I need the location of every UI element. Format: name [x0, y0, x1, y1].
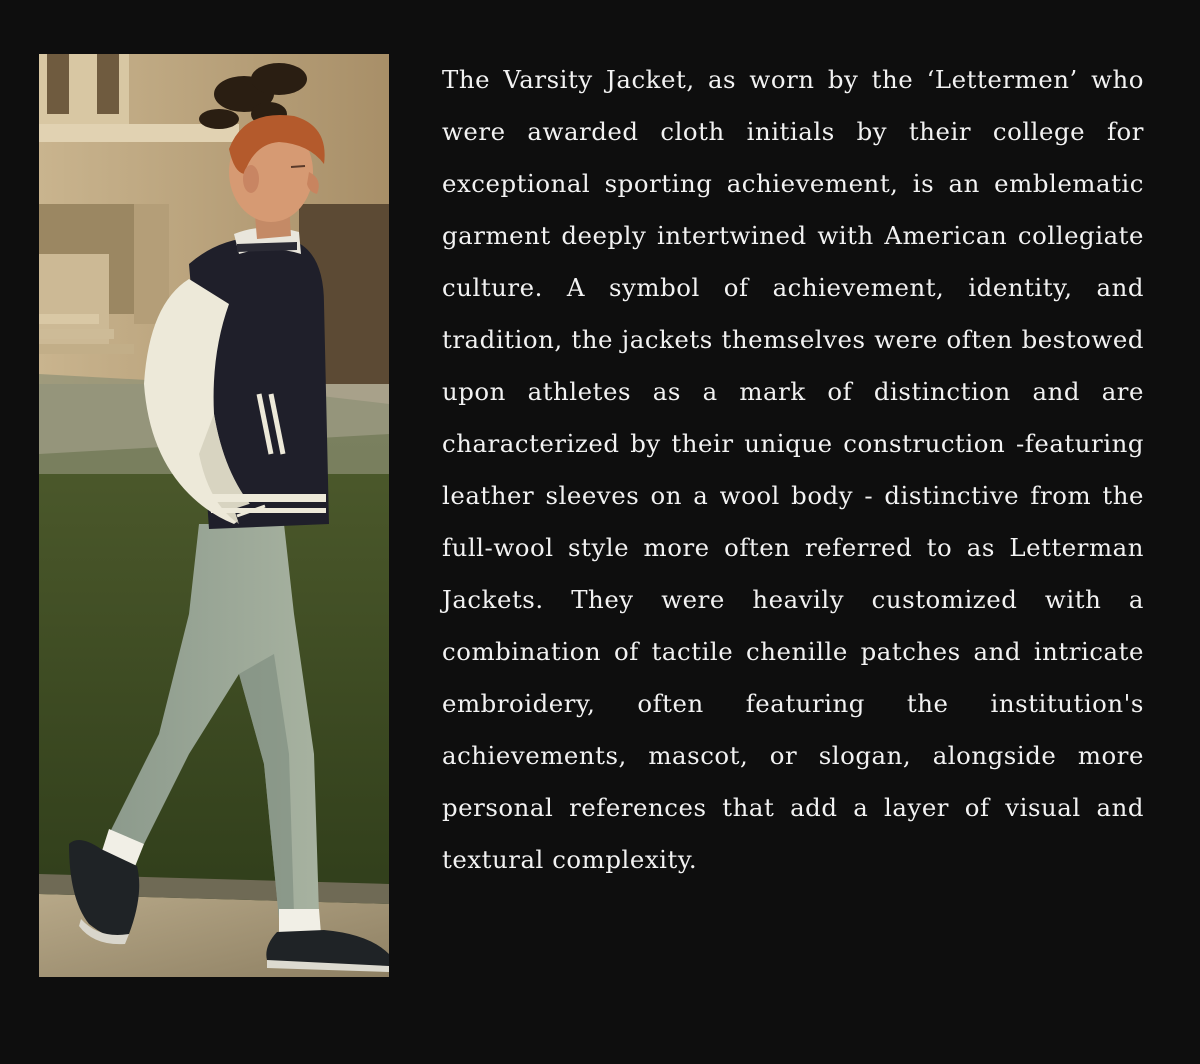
photo-image	[39, 54, 389, 977]
varsity-jacket-photo	[39, 54, 389, 977]
body-text: The Varsity Jacket, as worn by the ‘Lettermen’ who were awarded cloth initials by their college for exceptional sporting achievement, is an emblematic garment deeply intertwined with American collegiate culture. A symbol of achievement, identity, and tradition, the jackets themselves were often bestowed upon athletes as a mark of distinction and are characterized by their unique construction -featuring leather sleeves on a wool body - distinctive from the full-wool style more often referred to as Letterman Jackets. They were heavily customized with a combination of tactile chenille patches and intricate embroidery, often featuring the institution's achievements, mascot, or slogan, alongside more personal references that add a layer of visual and textural complexity.	[442, 65, 1144, 874]
